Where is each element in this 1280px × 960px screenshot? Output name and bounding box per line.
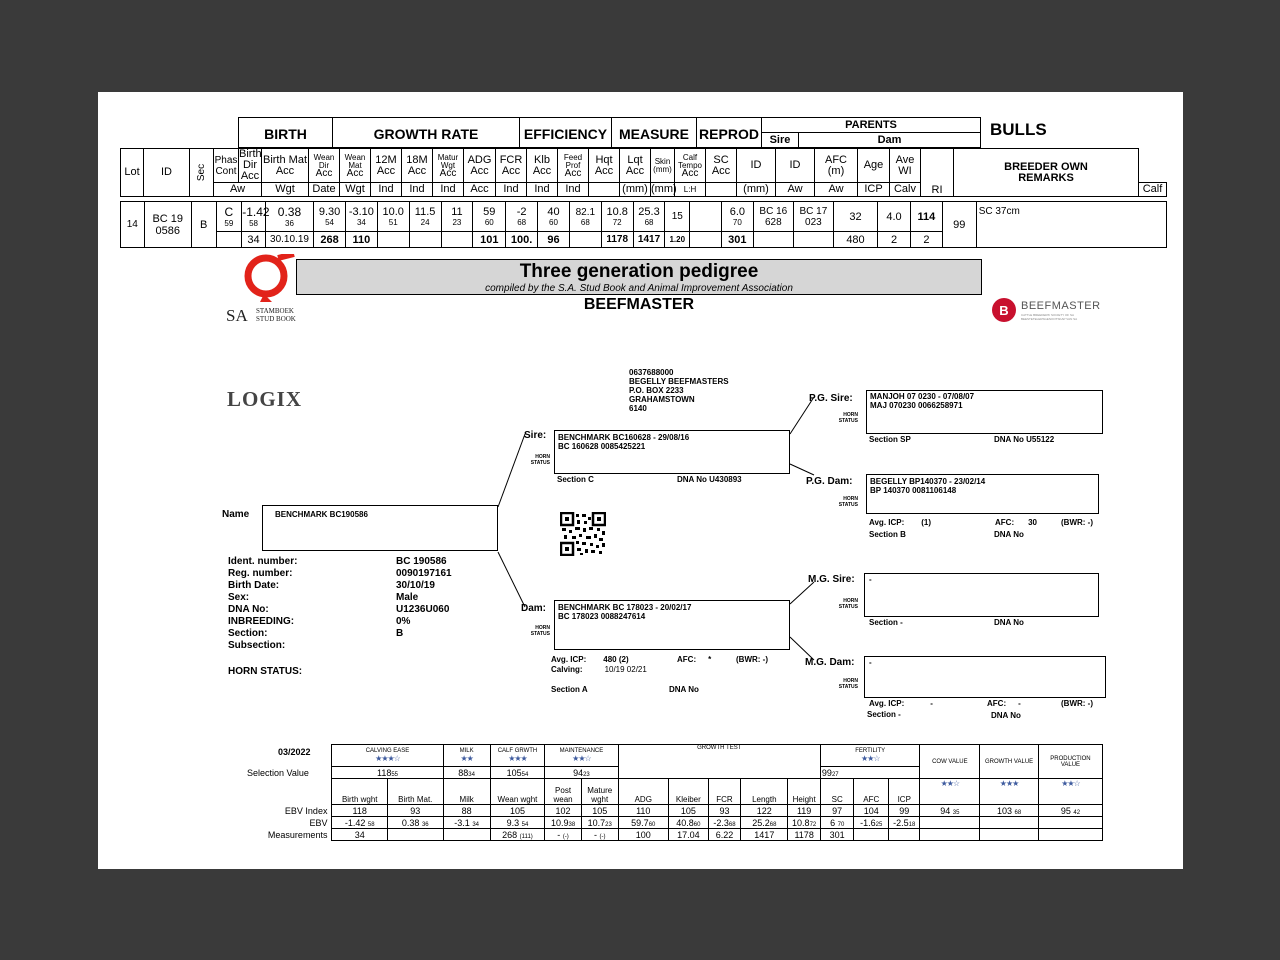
- meas-cell: - (-): [545, 829, 582, 841]
- name-box: [262, 505, 498, 551]
- col-wean-wgt: Wgt: [340, 183, 371, 197]
- col-skin: Skin (mm): [651, 149, 675, 183]
- calv-cell: 2: [878, 232, 911, 248]
- fertility-stars-icon: ★★☆: [860, 754, 880, 763]
- growth-value-stars-icon: ★★★: [999, 779, 1019, 788]
- logix-logo: LOGIX: [227, 387, 303, 411]
- index-cell: 88: [443, 805, 490, 817]
- maintenance-head: MAINTENANCE ★★☆: [545, 745, 618, 767]
- measurements-label: Measurements: [267, 829, 328, 840]
- ebv-cell: 9.3 54: [490, 817, 545, 829]
- col-calf: Calf: [1139, 183, 1167, 197]
- cow-value-stars-icon: ★★☆: [940, 779, 960, 788]
- dam-box: BENCHMARK BC 178023 - 20/02/17 BC 178023 0088247614: [554, 600, 790, 650]
- production-value-stars-icon: ★★☆: [1061, 779, 1080, 788]
- ebv-cell: -1.42 58: [332, 817, 388, 829]
- klb-ind-cell: 96: [538, 232, 570, 248]
- pg-dam-box: BEGELLY BP140370 - 23/02/14 BP 140370 0081106148: [866, 474, 1099, 514]
- mg-sire-box: -: [864, 573, 1099, 617]
- pg-dam-horn-status: HORN STATUS: [838, 496, 858, 508]
- lot-value: 14: [121, 202, 145, 248]
- selection-calving: 11855: [332, 767, 443, 779]
- col-age: Age: [858, 149, 890, 183]
- col-id: ID: [144, 149, 190, 197]
- bulls-title: BULLS: [990, 120, 1047, 139]
- wean-dir-cell: 9.30 54: [314, 202, 346, 232]
- sire-horn-status: HORN STATUS: [530, 454, 550, 466]
- sire-section: Section C: [557, 475, 594, 484]
- cow-value-head: COW VALUE: [920, 745, 980, 779]
- maintenance-stars-icon: ★★☆: [572, 754, 591, 763]
- col-aw: Aw: [214, 183, 262, 197]
- growth-value-stars: [980, 779, 1039, 805]
- meas-cell: 1178: [788, 829, 821, 841]
- col-ind-1: Ind: [371, 183, 402, 197]
- col-remarks: BREEDER OWN REMARKS: [954, 149, 1139, 197]
- ebv-cell: -1.625: [854, 817, 889, 829]
- ebv-col-icp: ICP: [889, 779, 920, 805]
- ebv-cell: -3.1 34: [443, 817, 490, 829]
- skin-cell: 15: [665, 202, 690, 232]
- m18-cell: 11.5 24: [409, 202, 441, 232]
- afc-cell: 32: [833, 202, 877, 232]
- milk-stars-icon: ★★: [460, 754, 473, 763]
- pg-sire-horn-status: HORN STATUS: [838, 412, 858, 424]
- pg-dam-label: P.G. Dam:: [806, 476, 853, 487]
- col-12m: 12M Acc: [371, 149, 402, 183]
- adg-cell: 59 60: [473, 202, 506, 232]
- col-mm-hqt: (mm): [620, 183, 651, 197]
- col-mm-sc: (mm): [737, 183, 776, 197]
- mg-dam-horn-status: HORN STATUS: [838, 678, 858, 690]
- beefmaster-logo: B BEEFMASTER CATTLE BREEDERS' SOCIETY OF SA BEESTETELERSGENOOTSKAP VAN SA: [991, 297, 1106, 327]
- ebv-col-sc: SC: [820, 779, 854, 805]
- col-ind-fcr: Ind: [527, 183, 558, 197]
- col-lot: Lot: [121, 149, 144, 197]
- col-adg: ADG Acc: [464, 149, 496, 183]
- ebv-cell: -2.368: [708, 817, 740, 829]
- sc-cell: 6.0 70: [721, 202, 753, 232]
- meas-cell: [889, 829, 920, 841]
- col-phas: Phas Cont: [214, 149, 239, 183]
- index-cell: 93: [388, 805, 444, 817]
- col-lqt: Lqt Acc: [620, 149, 651, 183]
- age-cell: 4.0: [878, 202, 911, 232]
- meas-cell: [443, 829, 490, 841]
- dam-bwr: (BWR: -): [736, 655, 768, 664]
- col-date: Date: [309, 183, 340, 197]
- production-value-cell: 95 42: [1038, 805, 1102, 817]
- selection-fert: 9927: [820, 767, 920, 779]
- lh-cell: 1.20: [665, 232, 690, 248]
- ebv-col-mature: Mature wght: [581, 779, 618, 805]
- col-ind-3: Ind: [433, 183, 464, 197]
- selection-calf: 10554: [490, 767, 545, 779]
- col-birth-dir: Birth Dir Acc: [239, 148, 262, 182]
- col-sec: Sec: [190, 149, 214, 197]
- dam-section: Section A: [551, 685, 588, 694]
- index-cell: 104: [854, 805, 889, 817]
- ebv-col-fcr: FCR: [708, 779, 740, 805]
- dam-label: Dam:: [521, 603, 547, 614]
- index-cell: 97: [820, 805, 854, 817]
- index-cell: 93: [708, 805, 740, 817]
- wean-mat-cell: -3.10 34: [345, 202, 377, 232]
- col-sc: SC Acc: [706, 149, 737, 183]
- lqt-cell: 25.3 68: [633, 202, 665, 232]
- owner-address: 0637688000 BEGELLY BEEFMASTERS P.O. BOX 2233 GRAHAMSTOWN 6140: [629, 368, 729, 413]
- pg-dam-section: Section B: [869, 530, 906, 539]
- pg-sire-section: Section SP: [869, 435, 911, 444]
- selection-maint: 9423: [545, 767, 618, 779]
- growth-group-header: GROWTH RATE: [332, 117, 520, 148]
- index-cell: 122: [741, 805, 788, 817]
- cow-value-stars: [920, 779, 980, 805]
- birth-wgt-cell: 34: [242, 232, 266, 248]
- klb-cell: 40 60: [538, 202, 570, 232]
- col-lh: L:H: [675, 183, 706, 197]
- birth-mat-cell: 0.38 36: [265, 202, 313, 232]
- ebv-label: EBV: [309, 817, 328, 828]
- growth-value-head: GROWTH VALUE: [980, 745, 1039, 779]
- birth-date-cell: 30.10.19: [265, 232, 313, 248]
- ebv-col-height: Height: [788, 779, 821, 805]
- feed-cell: 82.1 68: [569, 202, 601, 232]
- ebv-col-length: Length: [741, 779, 788, 805]
- ave-wi-cell: 114: [910, 202, 942, 232]
- ebv-cell: 6 70: [820, 817, 854, 829]
- mg-sire-dna: DNA No: [994, 618, 1024, 627]
- pg-sire-dna: DNA No U55122: [994, 435, 1055, 444]
- mg-sire-horn-status: HORN STATUS: [838, 598, 858, 610]
- cow-value-blank2: [920, 829, 980, 841]
- pg-dam-bwr: (BWR: -): [1061, 518, 1093, 527]
- col-wean-mat: Wean Mat Acc: [340, 149, 371, 183]
- ebv-col-adg: ADG: [618, 779, 668, 805]
- col-ind-klb: Ind: [558, 183, 589, 197]
- production-value-blank2: [1038, 829, 1102, 841]
- col-fcr: FCR Acc: [496, 149, 527, 183]
- sire-dna: DNA No U430893: [677, 475, 742, 484]
- qr-code-icon: [560, 512, 606, 556]
- col-18m: 18M Acc: [402, 149, 433, 183]
- col-ave-wi: Ave WI: [890, 149, 921, 183]
- birth-group-header: BIRTH: [238, 117, 333, 148]
- sire-box: BENCHMARK BC160628 - 29/08/16 BC 160628 0085425221: [554, 430, 790, 474]
- birth-dir-cell: -1.42 58: [242, 202, 266, 232]
- name-label: Name: [222, 509, 250, 520]
- col-acc-matur: Acc: [464, 183, 496, 197]
- ebv-cell: 0.38 36: [388, 817, 444, 829]
- dam-id-cell: BC 17 023: [793, 202, 833, 232]
- mg-dam-box: -: [864, 656, 1106, 698]
- meas-cell: 301: [820, 829, 854, 841]
- m12-cell: 10.0 51: [377, 202, 409, 232]
- index-cell: 110: [618, 805, 668, 817]
- ebv-cell: 25.268: [741, 817, 788, 829]
- sec-value: B: [191, 202, 216, 248]
- col-sire-id: ID: [737, 149, 776, 183]
- ebv-table: [246, 744, 1103, 841]
- mg-sire-section: Section -: [869, 618, 903, 627]
- meas-cell: [388, 829, 444, 841]
- index-cell: 118: [332, 805, 388, 817]
- wean-wgt-cell: 268: [314, 232, 346, 248]
- growth-value-blank2: [980, 829, 1039, 841]
- meas-cell: 100: [618, 829, 668, 841]
- col-dam-id: ID: [776, 149, 815, 183]
- col-calv: Calv: [890, 183, 921, 197]
- pg-dam-avg-icp: Avg. ICP: (1): [869, 518, 932, 527]
- col-icp: ICP: [858, 183, 890, 197]
- matur-cell: 11 23: [441, 202, 473, 232]
- index-cell: 102: [545, 805, 582, 817]
- calf-cell: 2: [910, 232, 942, 248]
- remarks-cell: SC 37cm: [976, 202, 1166, 248]
- mg-dam-dna: DNA No: [991, 711, 1021, 720]
- hqt-cell: 10.8 72: [601, 202, 633, 232]
- fcr-ind-cell: 100.: [506, 232, 538, 248]
- ebv-col-post: Post wean: [545, 779, 582, 805]
- pedigree-title: Three generation pedigree: [519, 261, 759, 282]
- cow-value-blank: [920, 817, 980, 829]
- ebv-col-kleiber: Kleiber: [668, 779, 708, 805]
- ebv-cell: 10.938: [545, 817, 582, 829]
- index-cell: 105: [581, 805, 618, 817]
- ebv-date: 03/2022: [278, 747, 311, 757]
- pg-dam-afc: AFC: 30: [995, 518, 1038, 527]
- growth-test-head: GROWTH TEST: [618, 745, 820, 779]
- catalogue-page: [98, 92, 1183, 869]
- index-cell: 105: [668, 805, 708, 817]
- col-wgt: Wgt: [262, 183, 309, 197]
- mg-dam-afc: AFC: -: [987, 699, 1021, 708]
- selection-label: Selection Value: [247, 767, 309, 778]
- reprod-group-header: REPROD: [696, 117, 762, 148]
- breed-title: BEEFMASTER: [583, 296, 695, 313]
- sire-id-cell: BC 16 628: [753, 202, 793, 232]
- meas-cell: - (-): [581, 829, 618, 841]
- cow-value-cell: 94 35: [920, 805, 980, 817]
- sire-group-header: Sire: [761, 132, 799, 148]
- ebv-index-label: EBV Index: [284, 805, 328, 816]
- col-ind-adg: Ind: [496, 183, 527, 197]
- sa-studbook-logo: SA STAMBOEK STUD BOOK: [226, 254, 321, 324]
- ebv-col-milk: Milk: [443, 779, 490, 805]
- lqt-mm-cell: 1417: [633, 232, 665, 248]
- col-afc: AFC (m): [815, 149, 858, 183]
- meas-cell: 1417: [741, 829, 788, 841]
- calf-growth-head: CALF GRWTH ★★★: [490, 745, 545, 767]
- phas-value: C 59: [216, 202, 242, 232]
- col-aw-dam: Aw: [815, 183, 858, 197]
- col-wean-dir: Wean Dir Acc: [309, 149, 340, 183]
- selection-milk: 8834: [443, 767, 490, 779]
- dam-horn-status: HORN STATUS: [530, 625, 550, 637]
- calf-growth-stars-icon: ★★★: [508, 754, 527, 763]
- mg-dam-label: M.G. Dam:: [805, 657, 855, 668]
- production-value-head: PRODUCTION VALUE: [1038, 745, 1102, 779]
- hqt-mm-cell: 1178: [601, 232, 633, 248]
- mg-dam-avg-icp: Avg. ICP: -: [869, 699, 933, 708]
- production-value-stars: [1038, 779, 1102, 805]
- ebv-col-birth-wght: Birth wght: [332, 779, 388, 805]
- pg-sire-label: P.G. Sire:: [809, 393, 853, 404]
- measure-group-header: MEASURE: [611, 117, 697, 148]
- pg-sire-box: MANJOH 07 0230 - 07/08/07 MAJ 070230 0066258971: [866, 390, 1103, 434]
- ident-labels: Ident. number: Reg. number: Birth Date: Sex: DNA No: INBREEDING: Section: Subsection:: [228, 556, 298, 651]
- mg-dam-bwr: (BWR: -): [1061, 699, 1093, 708]
- ri-cell: 99: [942, 202, 976, 248]
- parents-group-header: PARENTS: [761, 117, 981, 133]
- growth-value-cell: 103 68: [980, 805, 1039, 817]
- meas-cell: 268 (111): [490, 829, 545, 841]
- horn-status-label: HORN STATUS:: [228, 666, 303, 677]
- index-cell: 99: [889, 805, 920, 817]
- sc-mm-cell: 301: [721, 232, 753, 248]
- meas-cell: 6.22: [708, 829, 740, 841]
- ebv-col-wean: Wean wght: [490, 779, 545, 805]
- dam-dna: DNA No: [669, 685, 699, 694]
- ebv-col-birth-mat: Birth Mat.: [388, 779, 444, 805]
- meas-cell: [854, 829, 889, 841]
- icp-cell: 480: [833, 232, 877, 248]
- ebv-cell: 10.872: [788, 817, 821, 829]
- index-cell: 105: [490, 805, 545, 817]
- ebv-col-afc: AFC: [854, 779, 889, 805]
- mg-dam-section: Section -: [867, 710, 901, 719]
- calving-ease-head: CALVING EASE ★★★☆: [332, 745, 443, 767]
- svg-text:B: B: [999, 303, 1009, 318]
- mg-sire-label: M.G. Sire:: [808, 574, 855, 585]
- meas-cell: 34: [332, 829, 388, 841]
- col-ri: RI: [921, 149, 954, 197]
- adg-ind-cell: 101: [473, 232, 506, 248]
- ebv-cell: 59.760: [618, 817, 668, 829]
- fertility-head: FERTILITY ★★☆: [820, 745, 920, 767]
- dam-avg-icp: Avg. ICP: 480 (2): [551, 655, 629, 664]
- dam-calving: Calving: 10/19 02/21: [551, 665, 647, 674]
- col-feed-prof: Feed Prof Acc: [558, 149, 589, 183]
- ebv-cell: 10.723: [581, 817, 618, 829]
- col-klb: Klb Acc: [527, 149, 558, 183]
- wean-ind-cell: 110: [345, 232, 377, 248]
- col-calf-tempo: Calf Tempo Acc: [675, 149, 706, 183]
- fcr-cell: -2 68: [506, 202, 538, 232]
- milk-head: MILK ★★: [443, 745, 490, 767]
- calving-stars-icon: ★★★☆: [375, 754, 400, 763]
- ident-values: BC 190586 0090197161 30/10/19 Male U1236U060 0% B: [396, 556, 452, 639]
- dam-afc: AFC: *: [677, 655, 712, 664]
- dam-group-header: Dam: [798, 132, 981, 148]
- col-hqt: Hqt Acc: [589, 149, 620, 183]
- pg-dam-dna: DNA No: [994, 530, 1024, 539]
- meas-cell: 17.04: [668, 829, 708, 841]
- efficiency-group-header: EFFICIENCY: [519, 117, 612, 148]
- production-value-blank: [1038, 817, 1102, 829]
- col-aw-sire: Aw: [776, 183, 815, 197]
- sire-label: Sire:: [524, 430, 547, 441]
- col-ind-2: Ind: [402, 183, 433, 197]
- col-matur-wgt: Matur Wgt Acc: [433, 149, 464, 183]
- growth-value-blank: [980, 817, 1039, 829]
- ebv-cell: -2.518: [889, 817, 920, 829]
- ebv-cell: 40.860: [668, 817, 708, 829]
- col-birth-mat: Birth Mat Acc: [262, 149, 309, 183]
- index-cell: 119: [788, 805, 821, 817]
- col-mm-lqt: (mm): [651, 183, 677, 195]
- id-value: BC 19 0586: [144, 202, 191, 248]
- animal-name: BENCHMARK BC190586: [275, 510, 368, 519]
- pedigree-subtitle: compiled by the S.A. Stud Book and Animal Improvement Association: [485, 283, 793, 294]
